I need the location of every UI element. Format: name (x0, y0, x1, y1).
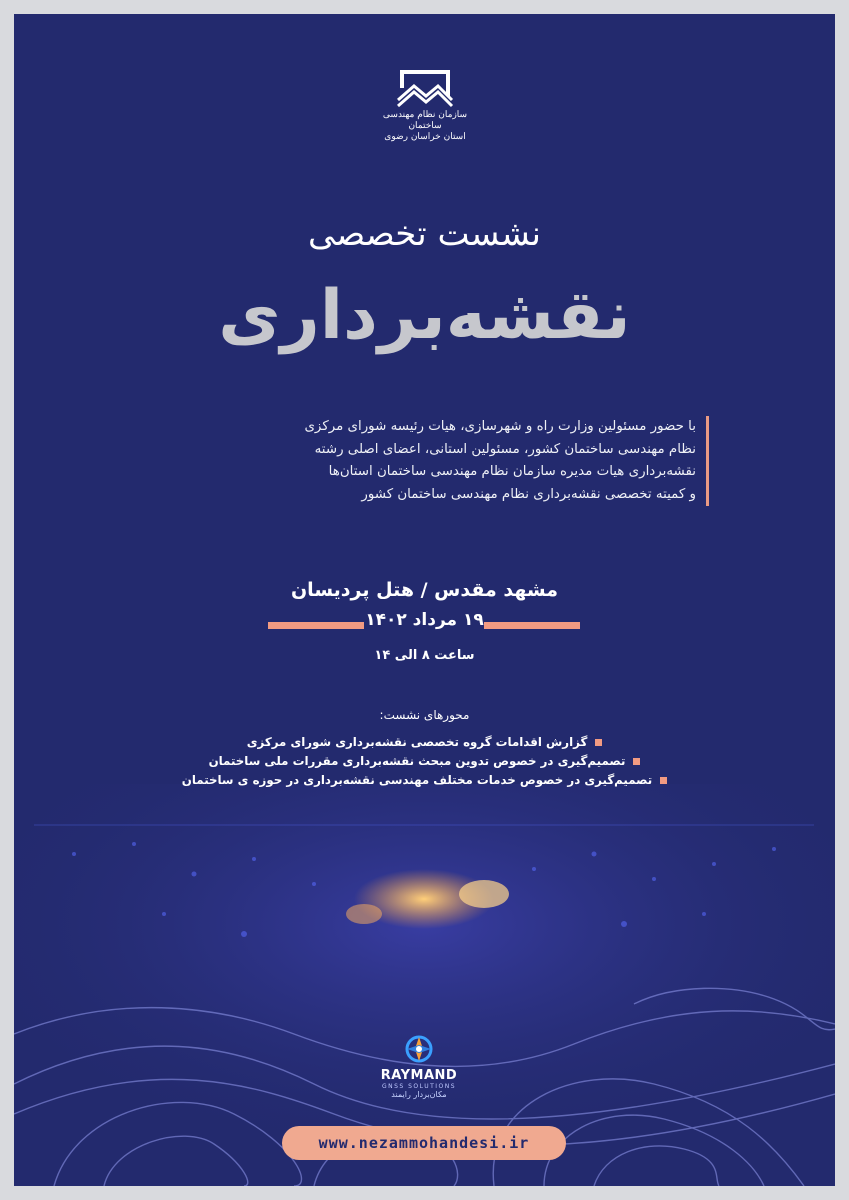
topic-text: گزارش اقدامات گروه تخصصی نقشه‌برداری شورای مرکزی (246, 735, 588, 749)
event-date: ۱۹ مرداد ۱۴۰۲ (365, 610, 484, 630)
topics-list (14, 733, 835, 790)
bullet-square-icon (633, 758, 640, 765)
event-time: ساعت ۸ الی ۱۴ (374, 648, 475, 663)
event-subtitle: نشست تخصصی (307, 214, 542, 254)
list-item (14, 733, 835, 752)
website-link[interactable]: www.nezammohandesi.ir (282, 1126, 566, 1160)
list-item (14, 752, 835, 771)
event-location: مشهد مقدس / هتل پردیسان (290, 579, 559, 601)
description-line: نظام مهندسی ساختمان کشور، مسئولین استانی، اعضای اصلی رشته (314, 441, 696, 457)
sponsor-logo (364, 1034, 474, 1099)
description-line: با حضور مسئولین وزارت راه و شهرسازی، هیات رئیسه شورای مرکزی (304, 419, 696, 434)
sponsor-tagline: GNSS SOLUTIONS (381, 1083, 457, 1090)
house-roof-mountain-icon (396, 66, 454, 110)
sponsor-name: RAYMAND (380, 1068, 458, 1083)
topic-text: تصمیم‌گیری در خصوص خدمات مختلف مهندسی نقشه‌برداری در حوزه ی ساختمان (181, 773, 653, 787)
poster (14, 14, 835, 1186)
bullet-square-icon (595, 739, 602, 746)
description-line: نقشه‌برداری هیات مدیره سازمان نظام مهندسی ساختمان استان‌ها (328, 464, 696, 480)
topics-heading: محورهای نشست: (379, 708, 470, 722)
bullet-square-icon (660, 777, 667, 784)
logo-text-line-2: استان خراسان رضوی (384, 132, 466, 142)
sponsor-name-fa: مکان‌بردار رایمند (391, 1090, 447, 1099)
event-title: نقشه‌برداری (218, 276, 631, 355)
logo-text-line-1: سازمان نظام مهندسی ساختمان (382, 110, 468, 131)
list-item (14, 771, 835, 790)
topic-text: تصمیم‌گیری در خصوص تدوین مبحث نقشه‌برداری مقررات ملی ساختمان (208, 754, 626, 768)
gnss-compass-icon (404, 1034, 434, 1064)
description-line: و کمیته تخصصی نقشه‌برداری نظام مهندسی ساختمان کشور (361, 486, 696, 502)
organization-logo (377, 66, 473, 162)
event-description (162, 416, 709, 506)
